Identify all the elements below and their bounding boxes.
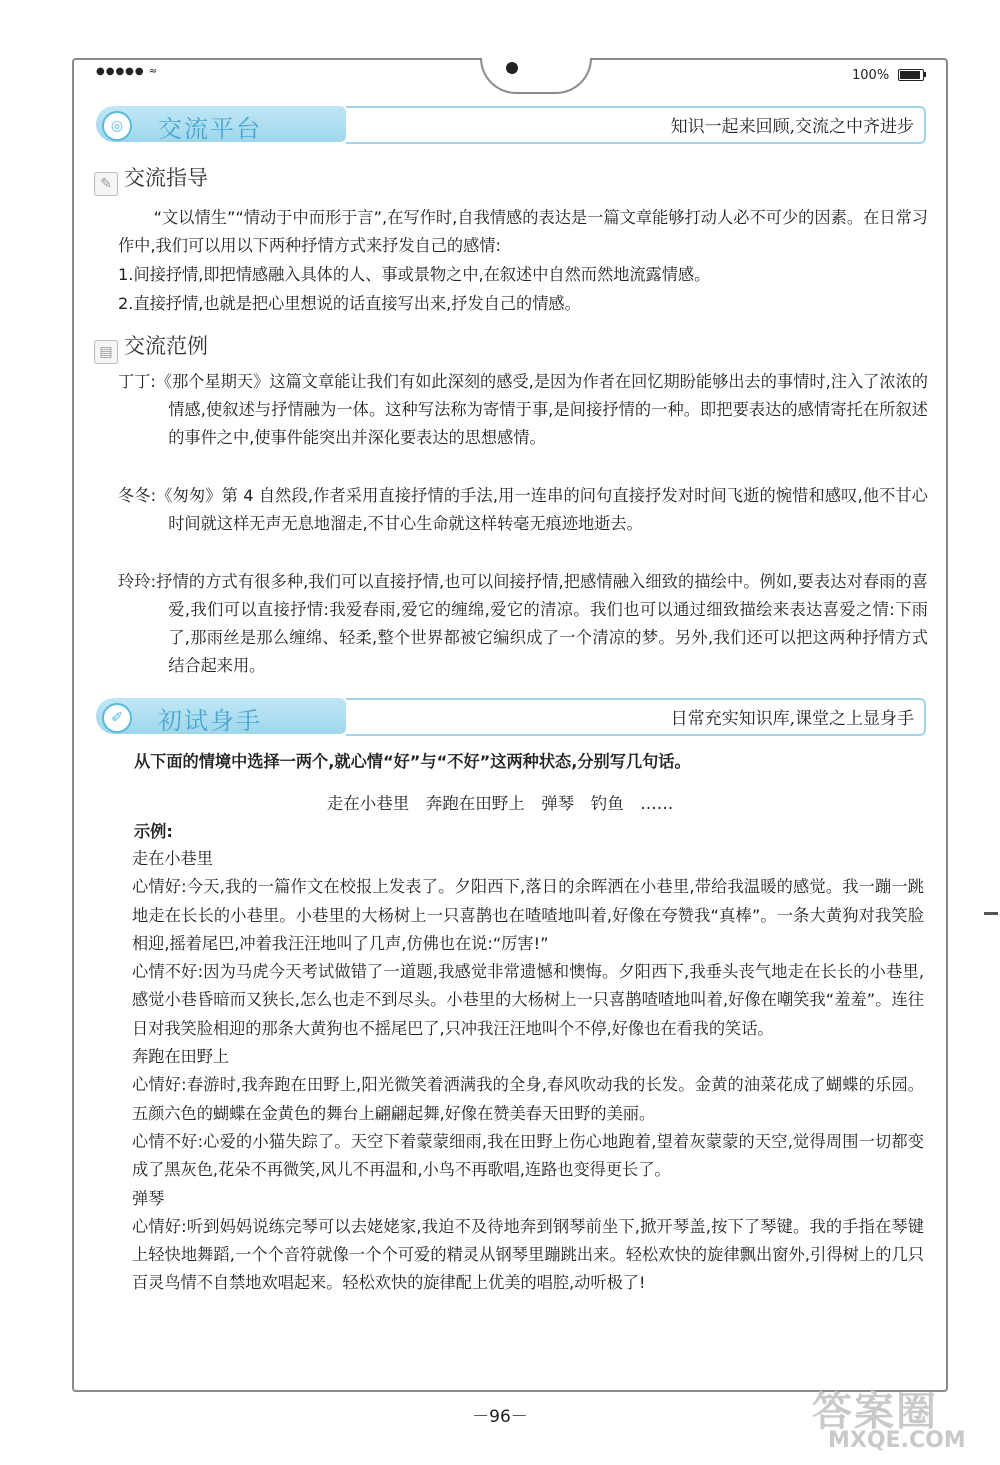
banner-try-it [96, 698, 926, 734]
scenario-good: 心情好:今天,我的一篇作文在校报上发表了。夕阳西下,落日的余晖洒在小巷里,带给我温暖的感觉。我一蹦一跳地走在长长的小巷里。小巷里的大杨树上一只喜鹊也在喳喳地叫着,好像在夸赞我“真棒”。一条大黄狗对我笑脸相迎,摇着尾巴,冲着我汪汪地叫了几声,仿佛也在说:“厉害!” [132, 877, 924, 953]
example-dongdong: 冬冬:《匆匆》第 4 自然段,作者采用直接抒情的手法,用一连串的问句直接抒发对时间飞逝的惋惜和感叹,他不甘心时间就这样无声无息地溜走,不甘心生命就这样转毫无痕迹地逝去。 [118, 486, 928, 533]
example-lingling: 玲玲:抒情的方式有很多种,我们可以直接抒情,也可以间接抒情,把感情融入细致的描绘中。例如,要表达对春雨的喜爱,我们可以直接抒情:我爱春雨,爱它的缠绵,爱它的清凉。我们也可以通过细致描绘来表达喜爱之情:下雨了,那雨丝是那么缠绵、轻柔,整个世界都被它编织成了一个清凉的梦。另外,我们还可以把这两种抒情方式结合起来用。 [118, 572, 928, 675]
guide-intro: “文以情生”“情动于中而形于言”,在写作时,自我情感的表达是一篇文章能够打动人必不可少的因素。在日常习作中,我们可以用以下两种抒情方式来抒发自己的感情: [118, 208, 928, 255]
banner-title: 交流平台 [158, 115, 262, 143]
watermark-url: MXQE.COM [828, 1428, 966, 1453]
guide-item-2: 2.直接抒情,也就是把心里想说的话直接写出来,抒发自己的情感。 [118, 294, 581, 313]
scenario-good: 心情好:春游时,我奔跑在田野上,阳光微笑着洒满我的全身,春风吹动我的长发。金黄的油菜花成了蝴蝶的乐园。五颜六色的蝴蝶在金黄色的舞台上翩翩起舞,好像在赞美春天田野的美丽。 [132, 1075, 924, 1123]
practice-examples [132, 845, 924, 1298]
watermark-logo: 答案圈 [812, 1389, 938, 1435]
battery-icon [898, 69, 924, 81]
banner-subtitle: 知识一起来回顾,交流之中齐进步 [670, 117, 914, 137]
scenario-title: 弹琴 [132, 1188, 165, 1208]
section-heading-guide: ✎ 交流指导 [94, 162, 208, 196]
scenario-title: 奔跑在田野上 [132, 1047, 230, 1067]
battery-percent: 100% [852, 68, 890, 83]
practice-task: 从下面的情境中选择一两个,就心情“好”与“不好”这两种状态,分别写几句话。 [134, 752, 691, 771]
scenario-title: 走在小巷里 [132, 849, 213, 868]
scenario-bad: 心情不好:心爱的小猫失踪了。天空下着蒙蒙细雨,我在田野上伤心地跑着,望着灰蒙蒙的天空,觉得周围一切都变成了黑灰色,花朵不再微笑,风儿不再温和,小鸟不再歌唱,连路也变得更长了。 [132, 1131, 924, 1180]
chat-icon: ◎ [102, 111, 132, 141]
pen-icon: ✐ [102, 703, 132, 733]
practice-options: 走在小巷里 奔跑在田野上 弹琴 钓鱼 …… [326, 794, 674, 813]
banner-title: 初试身手 [158, 707, 262, 735]
scenario-good: 心情好:听到妈妈说练完琴可以去姥姥家,我迫不及待地奔到钢琴前坐下,掀开琴盖,按下了琴键。我的手指在琴键上轻快地舞蹈,一个个音符就像一个个可爱的精灵从钢琴里蹦跳出来。轻松欢快的旋律飘出窗外,引得树上的几只百灵鸟情不自禁地欢唱起来。轻松欢快的旋律配上优美的唱腔,动听极了! [132, 1216, 924, 1293]
scenario-bad: 心情不好:因为马虎今天考试做错了一道题,我感觉非常遗憾和懊悔。夕阳西下,我垂头丧气地走在长长的小巷里,感觉小巷昏暗而又狭长,怎么也走不到尽头。小巷里的大杨树上一只喜鹊喳喳地叫着,好像在嘲笑我“羞羞”。连往日对我笑脸相迎的那条大黄狗也不摇尾巴了,只冲我汪汪地叫个不停,好像也在看我的笑话。 [132, 962, 924, 1038]
battery-tip [924, 72, 926, 77]
signal-indicator: ●●●●● ≈ [96, 66, 159, 77]
page-number: －96－ [472, 1407, 528, 1427]
edge-mark [984, 912, 998, 915]
banner-exchange-platform [96, 106, 926, 142]
example-dingding: 丁丁:《那个星期天》这篇文章能让我们有如此深刻的感受,是因为作者在回忆期盼能够出去的事情时,注入了浓浓的情感,使叙述与抒情融为一体。这种写法称为寄情于事,是间接抒情的一种。即把要表达的感情寄托在所叙述的事件之中,使事件能突出并深化要表达的思想感情。 [118, 372, 928, 447]
pencil-icon: ✎ [94, 172, 118, 196]
guide-item-1: 1.间接抒情,即把情感融入具体的人、事或景物之中,在叙述中自然而然地流露情感。 [118, 265, 711, 284]
example-label: 示例: [134, 822, 173, 841]
banner-subtitle: 日常充实知识库,课堂之上显身手 [670, 709, 914, 729]
camera-dot [506, 62, 518, 74]
note-icon: ▤ [94, 340, 118, 364]
section-heading-examples: ▤ 交流范例 [94, 330, 208, 364]
